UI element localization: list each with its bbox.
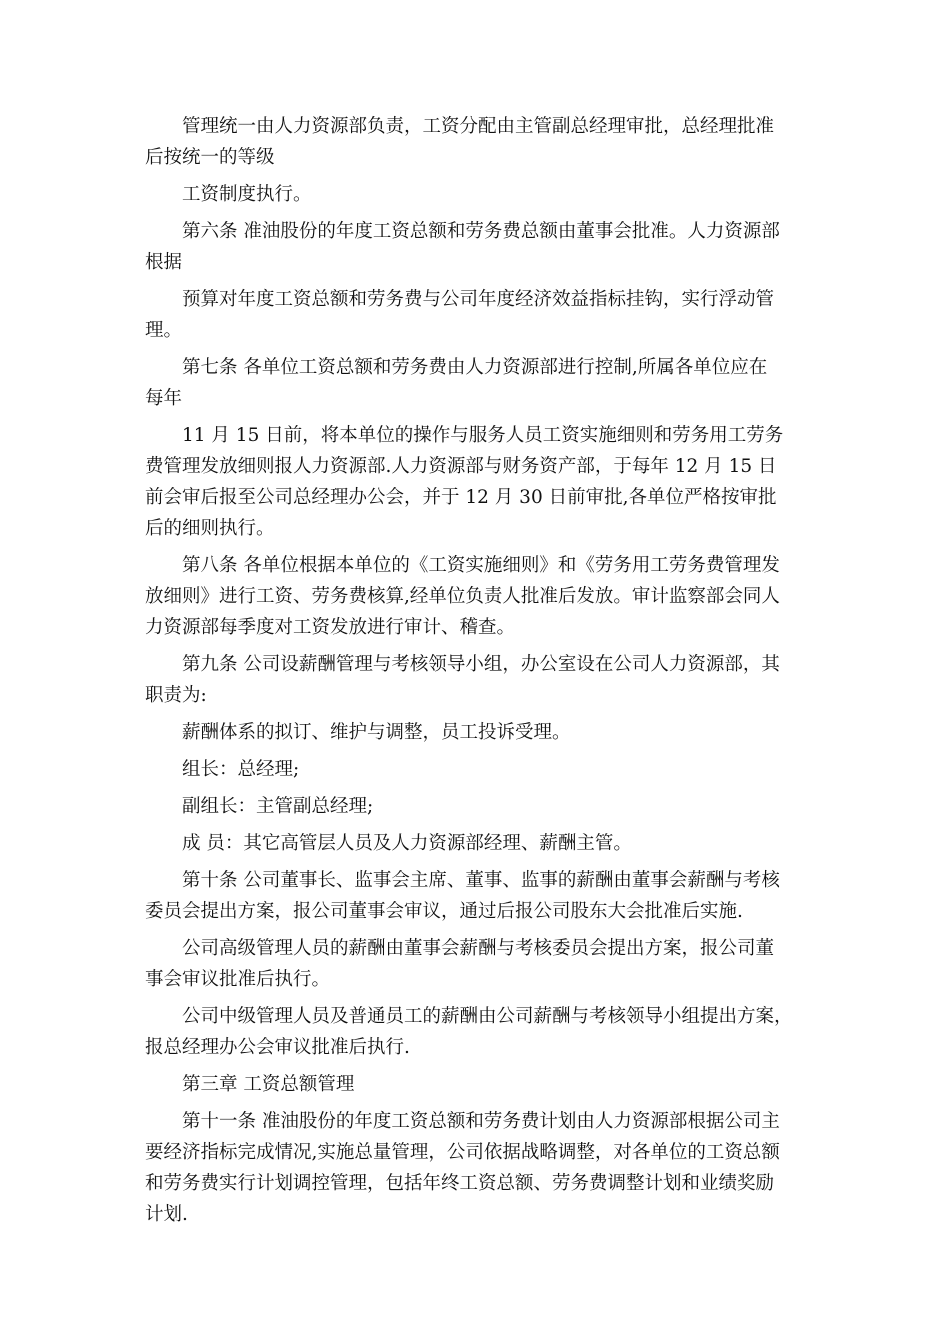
text-line: 后的细则执行。 [145,518,275,539]
paragraph [145,754,807,785]
paragraph [145,865,807,927]
paragraph [145,1069,807,1100]
text-line: 第九条 公司设薪酬管理与考核领导小组，办公室设在公司人力资源部，其 [182,654,780,675]
text-line: 第八条 各单位根据本单位的《工资实施细则》和《劳务用工劳务费管理发 [182,555,780,576]
text-line: 11 月 15 日前，将本单位的操作与服务人员工资实施细则和劳务用工劳务 [182,425,784,446]
paragraph [145,284,807,346]
paragraph [145,111,807,173]
text-line: 第十一条 准油股份的年度工资总额和劳务费计划由人力资源部根据公司主 [182,1111,780,1132]
paragraph [145,1001,807,1063]
text-line: 预算对年度工资总额和劳务费与公司年度经济效益指标挂钩，实行浮动管 [182,289,775,310]
text-line: 组长：总经理; [182,759,300,780]
text-line: 委员会提出方案，报公司董事会审议，通过后报公司股东大会批准后实施. [145,901,743,922]
text-line: 事会审议批准后执行。 [145,969,331,990]
paragraph [145,933,807,995]
paragraph [145,791,807,822]
text-line: 要经济指标完成情况,实施总量管理，公司依据战略调整，对各单位的工资总额 [145,1142,780,1163]
text-line: 力资源部每季度对工资发放进行审计、稽查。 [145,617,516,638]
paragraph [145,420,807,544]
text-line: 副组长：主管副总经理; [182,796,374,817]
text-line: 根据 [145,252,183,273]
text-line: 薪酬体系的拟订、维护与调整，员工投诉受理。 [182,722,571,743]
paragraph [145,1106,807,1230]
document-body [145,111,807,1236]
paragraph [145,649,807,711]
text-line: 成 员：其它高管层人员及人力资源部经理、薪酬主管。 [182,833,632,854]
text-line: 工资制度执行。 [182,184,312,205]
text-line: 职责为: [145,685,207,706]
paragraph [145,179,807,210]
text-line: 费管理发放细则报人力资源部.人力资源部与财务资产部，于每年 12 月 15 日 [145,456,777,477]
text-line: 和劳务费实行计划调控管理，包括年终工资总额、劳务费调整计划和业绩奖励 [145,1173,775,1194]
text-line: 前会审后报至公司总经理办公会，并于 12 月 30 日前审批,各单位严格按审批 [145,487,777,508]
paragraph [145,828,807,859]
paragraph [145,717,807,748]
text-line: 放细则》进行工资、劳务费核算,经单位负责人批准后发放。审计监察部会同人 [145,586,780,607]
paragraph [145,352,807,414]
text-line: 第十条 公司董事长、监事会主席、董事、监事的薪酬由董事会薪酬与考核 [182,870,780,891]
text-line: 计划. [145,1204,188,1225]
text-line: 公司中级管理人员及普通员工的薪酬由公司薪酬与考核领导小组提出方案， [182,1006,793,1027]
paragraph [145,216,807,278]
text-line: 报总经理办公会审议批准后执行. [145,1037,410,1058]
text-line: 后按统一的等级 [145,147,275,168]
text-line: 第三章 工资总额管理 [182,1074,355,1095]
text-line: 第六条 准油股份的年度工资总额和劳务费总额由董事会批准。人力资源部 [182,221,780,242]
text-line: 每年 [145,388,183,409]
text-line: 第七条 各单位工资总额和劳务费由人力资源部进行控制,所属各单位应在 [182,357,768,378]
text-line: 理。 [145,320,183,341]
text-line: 公司高级管理人员的薪酬由董事会薪酬与考核委员会提出方案，报公司董 [182,938,775,959]
paragraph [145,550,807,643]
text-line: 管理统一由人力资源部负责，工资分配由主管副总经理审批，总经理批准 [182,116,775,137]
